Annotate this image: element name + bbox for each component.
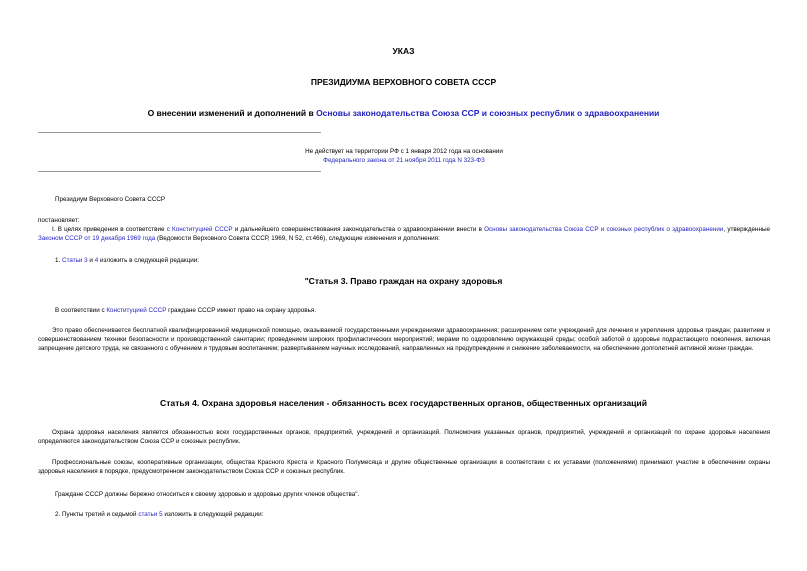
link-article-5[interactable]: статьи 5	[138, 511, 163, 518]
subtitle-link-osnovy[interactable]: Основы законодательства Союза ССР и союзных республик о здравоохранении	[316, 108, 660, 118]
item-2-text-1: 2. Пункты третий и седьмой	[55, 511, 139, 518]
item-2-text-2: изложить в следующей редакции:	[162, 511, 264, 518]
para-I-text-4: (Ведомости Верховного Совета СССР, 1969, N 52, ст.466), следующие изменения и дополнения:	[155, 235, 440, 243]
link-constitution-2[interactable]: Конституцией СССР	[106, 307, 167, 314]
art3-p1-text-1: В соответствии с	[55, 307, 107, 314]
item-1-and: и	[87, 257, 95, 264]
article-4-heading: Статья 4. Охрана здоровья населения - обязанность всех государственных органов, общественных организаций	[160, 398, 647, 408]
link-osnovy[interactable]: Основы законодательства Союза ССР и союзных республик о здравоохранении	[484, 226, 724, 233]
art4-paragraph-3: Граждане СССР должны бережно относиться к своему здоровью и здоровью других членов общества".	[55, 491, 360, 498]
notice-line-1: Не действует на территории РФ с 1 января 2012 года на основании	[305, 148, 503, 155]
notice-rule-bottom	[38, 171, 321, 172]
item-1	[55, 256, 199, 265]
item-2	[55, 510, 263, 519]
notice-rule-top	[38, 132, 321, 133]
art3-paragraph-2: Это право обеспечивается бесплатной квалифицированной медицинской помощью, оказываемой государственными учреждениями здравоохранения; расширением сети учреждений для лечения и укрепления здоровья граждан; развитием и совершенствованием техники безопасности и производственной санитарии; проведением широких профилактических мероприятий; мерами по оздоровлению окружающей среды; особой заботой о здоровье подрастающего поколения, включая запрещение детского труда, не связанного с обучением и трудовым воспитанием; развертыванием научных исследований, направленных на предупреждение и снижение заболеваемости, на обеспечение долголетней активной жизни граждан.	[38, 327, 770, 353]
item-1-num: 1.	[55, 257, 63, 264]
paragraph-I	[38, 225, 770, 243]
subtitle-prefix: О внесении изменений и дополнений в	[147, 108, 317, 118]
presidium-text: Президиум Верховного Совета СССР	[55, 196, 166, 203]
art3-p1-text-2: граждане СССР имеют право на охрану здоровья.	[166, 307, 317, 314]
art3-paragraph-1	[55, 306, 316, 315]
link-law-1969[interactable]: Законом СССР от 19 декабря 1969 года	[38, 235, 156, 243]
art4-paragraph-1: Охрана здоровья населения является обязанностью всех государственных органов, предприятий, учреждений и организаций. Полномочия указанных органов, предприятий, учреждений и организаций по охране здоровья населения определяются законодательством Союза ССР и союзных республик.	[38, 429, 770, 446]
postanovlyaet-text: постановляет:	[38, 217, 80, 224]
notice-link-federal-law[interactable]: Федерального закона от 21 ноября 2011 года N 323-ФЗ	[323, 157, 485, 164]
para-I-text-1: I. В целях приведения в соответствие	[52, 226, 167, 233]
doc-title-ukaz: УКАЗ	[392, 46, 415, 56]
link-article-4[interactable]: 4	[94, 257, 99, 264]
link-article-3[interactable]: Статьи 3	[62, 257, 88, 264]
doc-subtitle	[0, 108, 807, 118]
item-1-text: изложить в следующей редакции:	[98, 257, 200, 264]
doc-title-presidium: ПРЕЗИДИУМА ВЕРХОВНОГО СОВЕТА СССР	[310, 77, 497, 87]
art4-paragraph-2: Профессиональные союзы, кооперативные организации, общества Красного Креста и Красного Полумесяца и другие общественные организации в соответствии с их уставами (положениями) принимают участие в обеспечении охраны здоровья населения в порядке, предусмотренном законодательством Союза ССР и союзных республик.	[38, 459, 770, 476]
para-I-text-3: , утвержденные	[723, 226, 771, 233]
article-3-heading: "Статья 3. Право граждан на охрану здоровья	[304, 276, 503, 286]
para-I-text-2: и дальнейшего совершенствования законодательства о здравоохранении внести в	[232, 226, 485, 233]
link-constitution[interactable]: с Конституцией СССР	[166, 226, 233, 233]
